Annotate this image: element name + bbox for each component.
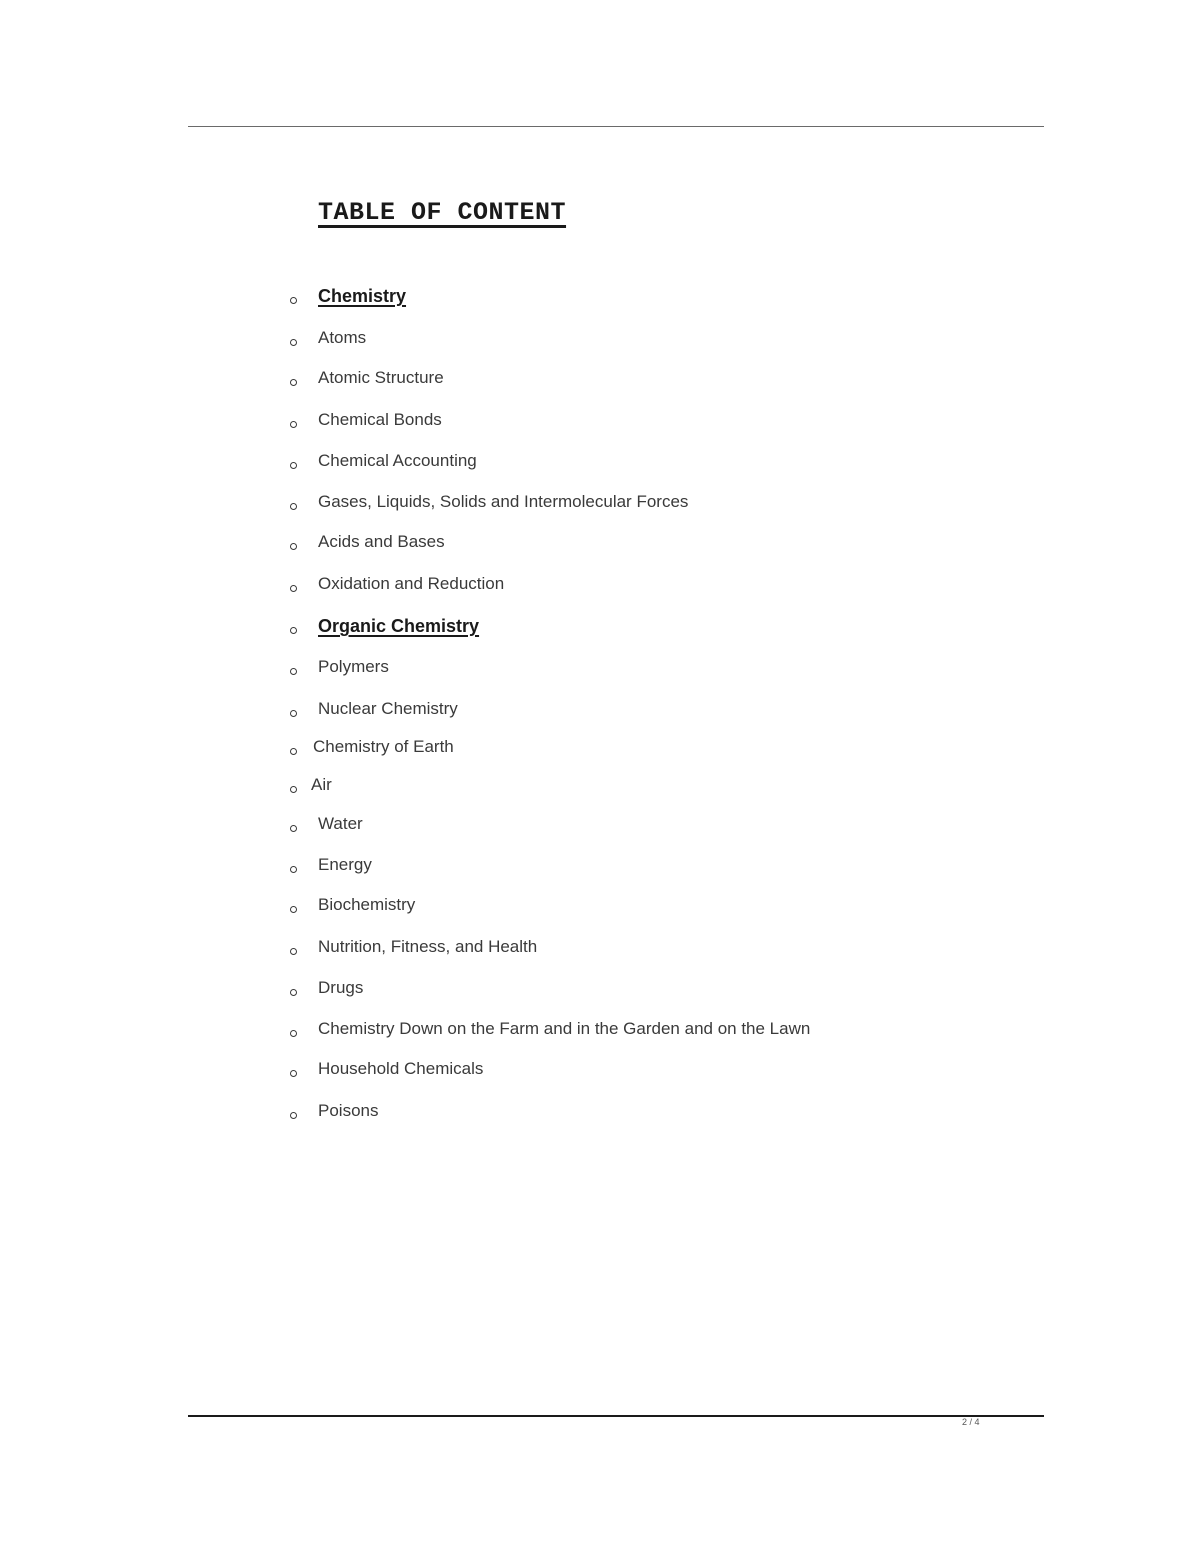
circle-bullet-icon <box>290 668 297 675</box>
toc-item-label: Atomic Structure <box>318 368 444 387</box>
toc-item-label: Acids and Bases <box>318 532 445 551</box>
page-number: 2 / 4 <box>962 1417 980 1427</box>
toc-item-label: Oxidation and Reduction <box>318 574 505 593</box>
toc-item <box>0 410 900 440</box>
circle-bullet-icon <box>290 543 297 550</box>
toc-item-label: Poisons <box>318 1101 379 1120</box>
circle-bullet-icon <box>290 1070 297 1077</box>
toc-item <box>0 775 900 805</box>
toc-item <box>0 699 900 729</box>
circle-bullet-icon <box>290 379 297 386</box>
circle-bullet-icon <box>290 297 297 304</box>
toc-item <box>0 657 900 687</box>
toc-item-label: Chemical Accounting <box>318 451 477 470</box>
header-rule <box>188 126 1044 127</box>
toc-item <box>0 451 900 481</box>
circle-bullet-icon <box>290 906 297 913</box>
circle-bullet-icon <box>290 1112 297 1119</box>
toc-item <box>0 978 900 1008</box>
toc-item <box>0 532 900 562</box>
toc-item <box>0 737 900 767</box>
toc-item-label: Energy <box>318 855 372 874</box>
circle-bullet-icon <box>290 825 297 832</box>
toc-item-label: Atoms <box>318 328 367 347</box>
circle-bullet-icon <box>290 989 297 996</box>
toc-item-label: Nuclear Chemistry <box>318 699 458 718</box>
toc-item-label: Gases, Liquids, Solids and Intermolecular Forces <box>318 492 689 511</box>
toc-item-label: Chemical Bonds <box>318 410 442 429</box>
toc-item <box>0 286 900 316</box>
toc-item <box>0 492 900 522</box>
toc-item <box>0 328 900 358</box>
toc-item <box>0 1019 900 1049</box>
page-title: TABLE OF CONTENT <box>318 198 567 227</box>
circle-bullet-icon <box>290 503 297 510</box>
toc-item-label: Water <box>318 814 363 833</box>
toc-item <box>0 937 900 967</box>
toc-item <box>0 814 900 844</box>
toc-item <box>0 855 900 885</box>
circle-bullet-icon <box>290 627 297 634</box>
toc-item <box>0 895 900 925</box>
toc-item-label: Air <box>311 775 332 794</box>
circle-bullet-icon <box>290 339 297 346</box>
circle-bullet-icon <box>290 948 297 955</box>
circle-bullet-icon <box>290 421 297 428</box>
toc-item-label: Chemistry of Earth <box>313 737 454 756</box>
footer-rule <box>188 1415 1044 1417</box>
circle-bullet-icon <box>290 585 297 592</box>
circle-bullet-icon <box>290 1030 297 1037</box>
toc-item <box>0 1059 900 1089</box>
toc-item <box>0 574 900 604</box>
toc-item-label: Household Chemicals <box>318 1059 484 1078</box>
toc-item-label: Chemistry Down on the Farm and in the Garden and on the Lawn <box>318 1019 811 1038</box>
circle-bullet-icon <box>290 786 297 793</box>
toc-item <box>0 1101 900 1131</box>
toc-section-heading: Organic Chemistry <box>318 616 480 636</box>
toc-item-label: Biochemistry <box>318 895 416 914</box>
toc-item-label: Polymers <box>318 657 389 676</box>
circle-bullet-icon <box>290 710 297 717</box>
toc-item-label: Nutrition, Fitness, and Health <box>318 937 538 956</box>
toc-section-heading: Chemistry <box>318 286 407 306</box>
circle-bullet-icon <box>290 462 297 469</box>
circle-bullet-icon <box>290 866 297 873</box>
toc-item-label: Drugs <box>318 978 364 997</box>
circle-bullet-icon <box>290 748 297 755</box>
toc-item <box>0 368 900 398</box>
toc-item <box>0 616 900 646</box>
